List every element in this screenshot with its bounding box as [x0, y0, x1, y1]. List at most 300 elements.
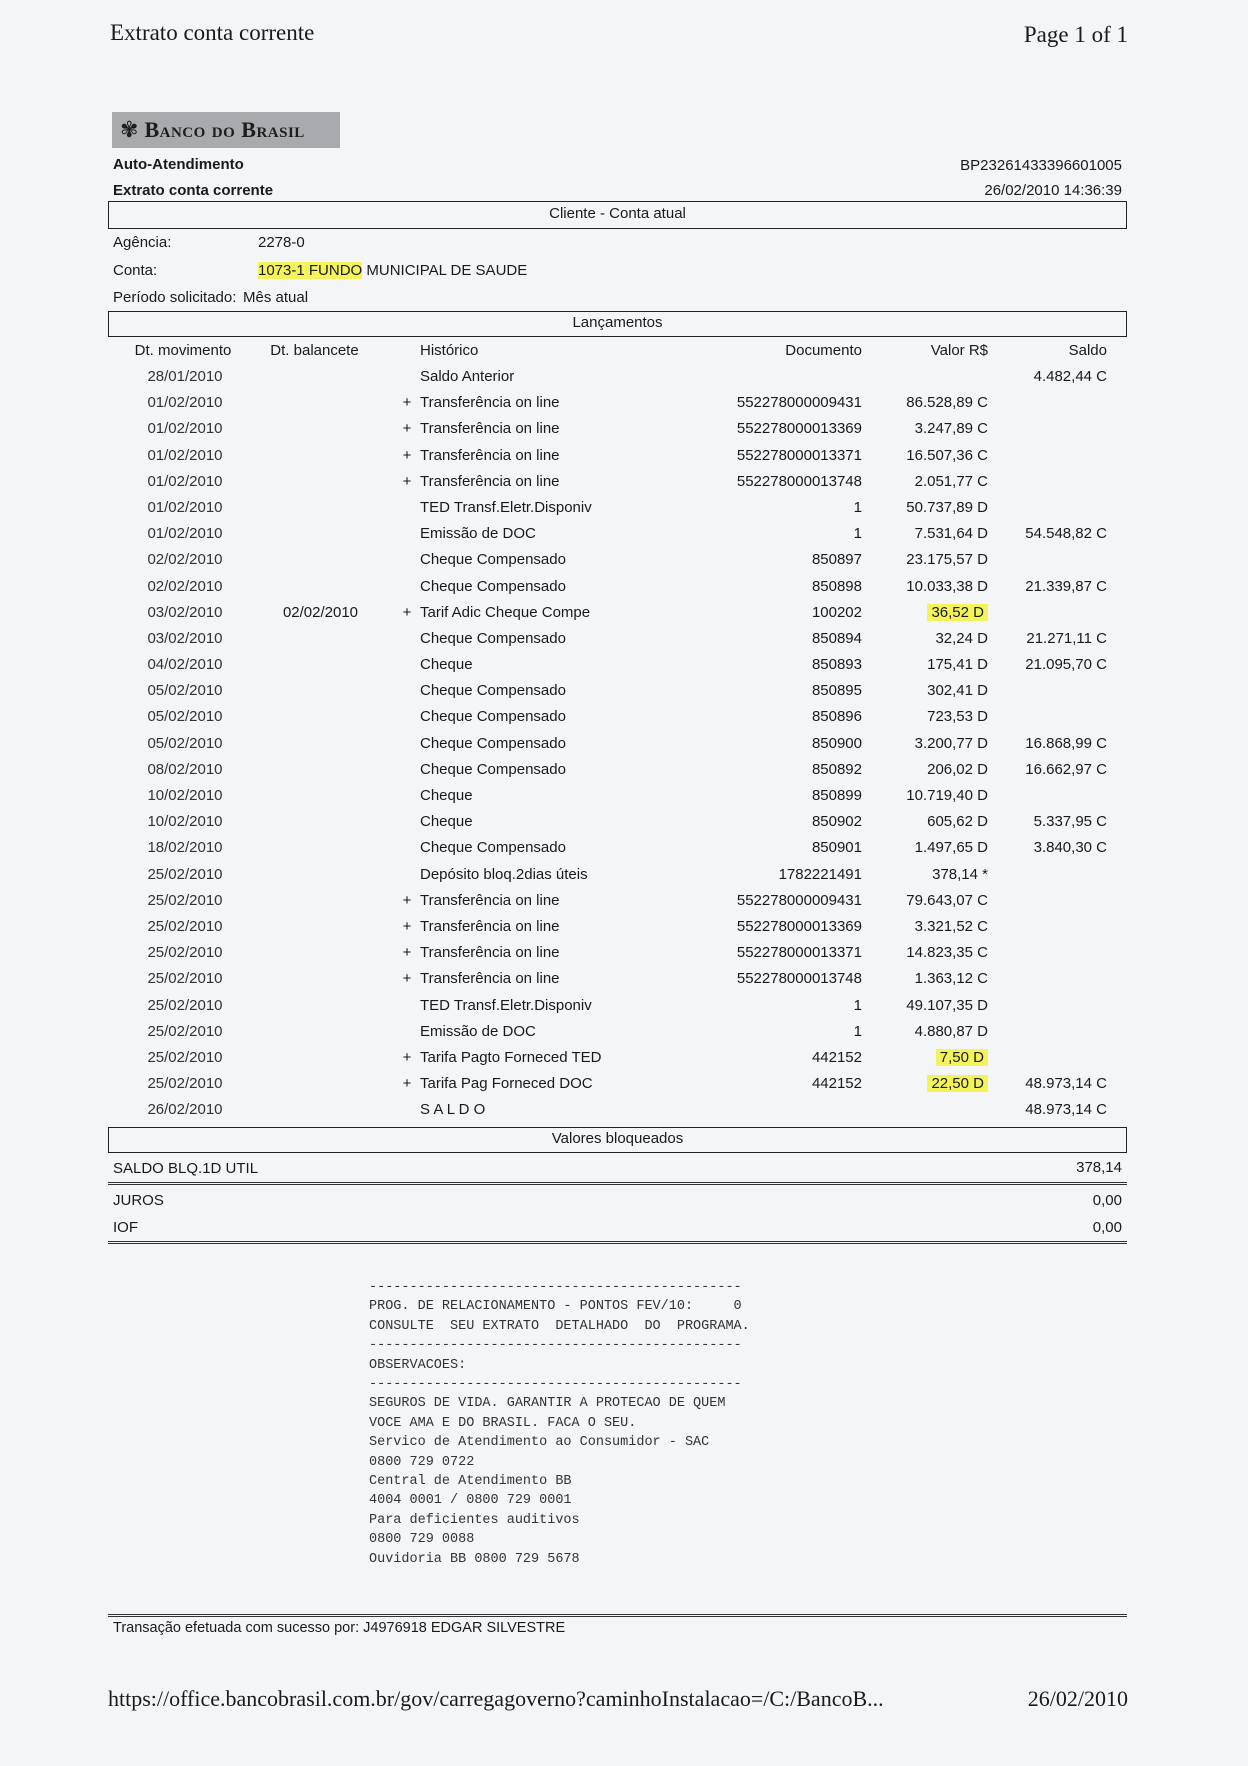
cell-saldo-text: 21.271,11 C	[1026, 629, 1107, 647]
cell-valor-text: 302,41 D	[927, 682, 988, 700]
cell-valor-text: 206,02 D	[927, 760, 988, 778]
cell-valor	[915, 525, 988, 542]
cell-dt-movimento	[130, 1075, 240, 1092]
cell-valor-text: 86.528,89 C	[906, 394, 988, 412]
cell-historico-text: S A L D O	[420, 1101, 486, 1119]
cell-valor	[927, 761, 988, 778]
cell-documento	[854, 525, 862, 542]
cell-historico-text: Transferência on line	[420, 970, 560, 988]
document-datetime: 26/02/2010 14:36:39	[984, 182, 1122, 199]
table-row	[0, 525, 1248, 551]
cell-dt-movimento	[130, 447, 240, 464]
cell-dt-movimento	[130, 551, 240, 568]
cell-sign	[400, 604, 414, 621]
cell-documento-text: 1	[853, 1022, 862, 1040]
cell-dt-movimento-text: 10/02/2010	[147, 787, 223, 804]
cell-historico	[420, 1049, 601, 1066]
cell-historico	[420, 892, 560, 909]
cell-documento	[737, 473, 862, 490]
cell-valor	[906, 551, 988, 568]
section-cliente: Cliente - Conta atual	[108, 201, 1127, 229]
cell-documento-text: 850895	[811, 682, 862, 700]
cell-dt-movimento	[130, 630, 240, 647]
cell-sign	[400, 473, 414, 490]
cell-sign	[400, 970, 414, 987]
cell-valor	[936, 1049, 988, 1066]
cell-historico-text: Transferência on line	[420, 944, 560, 962]
cell-documento	[854, 1023, 862, 1040]
cell-saldo	[1034, 839, 1107, 856]
cell-valor	[915, 918, 988, 935]
cell-historico-text: Transferência on line	[420, 420, 560, 438]
cell-historico-text: TED Transf.Eletr.Disponiv	[420, 498, 592, 516]
cell-historico	[420, 499, 592, 516]
cell-valor	[927, 1075, 988, 1092]
cell-dt-movimento	[130, 1101, 240, 1118]
cell-documento	[737, 447, 862, 464]
cell-dt-movimento-text: 18/02/2010	[147, 839, 223, 857]
cell-historico	[420, 970, 560, 987]
cell-saldo-text: 21.095,70 C	[1025, 656, 1107, 674]
bb-logo-icon: ✾	[120, 117, 139, 142]
table-row	[0, 918, 1248, 944]
cell-historico	[420, 368, 514, 385]
cell-valor-text: 4.880,87 D	[914, 1022, 988, 1040]
table-row	[0, 1075, 1248, 1101]
iof-value: 0,00	[1092, 1219, 1122, 1236]
periodo-label: Período solicitado:	[113, 289, 237, 306]
cell-dt-movimento-text: 01/02/2010	[147, 498, 223, 516]
cell-documento	[737, 394, 862, 411]
cell-historico	[420, 682, 566, 699]
cell-documento	[812, 813, 862, 830]
cell-historico	[420, 735, 566, 752]
cell-documento-text: 850902	[811, 813, 862, 831]
cell-documento-text: 850900	[811, 734, 862, 752]
cell-historico-text: Cheque	[420, 787, 473, 804]
cell-dt-movimento	[130, 918, 240, 935]
table-row	[0, 656, 1248, 682]
cell-valor	[915, 839, 988, 856]
conta-name: MUNICIPAL DE SAUDE	[362, 262, 528, 279]
cell-historico-text: TED Transf.Eletr.Disponiv	[420, 996, 592, 1014]
cell-historico-text: Cheque Compensado	[420, 577, 566, 595]
cell-valor-text: 50.737,89 D	[906, 498, 988, 516]
cell-valor	[906, 578, 988, 595]
cell-documento-text: 850899	[811, 787, 862, 804]
cell-dt-movimento	[130, 394, 240, 411]
cell-dt-balancete-text: 02/02/2010	[282, 603, 359, 621]
cell-saldo-text: 21.339,87 C	[1025, 577, 1107, 595]
cell-historico-text: Tarifa Pag Forneced DOC	[420, 1075, 593, 1093]
cell-valor	[906, 394, 988, 411]
cell-documento-text: 1	[853, 525, 862, 543]
cell-documento-text: 552278000013748	[736, 472, 862, 490]
cell-documento-text: 100202	[811, 603, 862, 621]
transaction-status: Transação efetuada com sucesso por: J4976918 EDGAR SILVESTRE	[113, 1620, 566, 1636]
divider	[108, 1614, 1127, 1617]
cell-documento	[737, 918, 862, 935]
cell-documento-text: 552278000009431	[736, 394, 862, 412]
divider	[108, 1241, 1127, 1244]
cell-valor-text: 723,53 D	[927, 708, 988, 726]
header-documento: Documento	[785, 342, 862, 359]
cell-sign-text: +	[402, 1048, 412, 1066]
cell-saldo	[1026, 630, 1107, 647]
cell-valor	[906, 944, 988, 961]
cell-dt-movimento-text: 05/02/2010	[147, 734, 223, 752]
section-lancamentos: Lançamentos	[108, 311, 1127, 337]
cell-dt-movimento	[130, 368, 240, 385]
cell-historico-text: Transferência on line	[420, 891, 560, 909]
transactions-table	[0, 368, 1248, 1127]
cell-documento-text: 552278000013369	[736, 420, 862, 438]
cell-documento-text: 552278000013748	[736, 970, 862, 988]
cell-dt-movimento-text: 04/02/2010	[147, 656, 223, 674]
cell-dt-movimento-text: 03/02/2010	[147, 629, 223, 647]
cell-dt-movimento	[130, 761, 240, 778]
table-row	[0, 578, 1248, 604]
cell-documento-text: 442152	[811, 1075, 862, 1093]
cell-dt-movimento-text: 26/02/2010	[147, 1101, 223, 1119]
observations-block: ---------------------------------------------- PROG. DE RELACIONAMENTO - PONTOS FEV/10: 0 CONSULTE SEU EXTRATO DETALHADO DO PROGRAMA. ---------------------------------------------- OBSERVACOES: ---------------------------------------------- SEGUROS DE VIDA. GARANTIR A PROTECAO DE QUEM VOCE AMA E DO BRASIL. FACA O SEU. Servico de Atendimento ao Consumidor - SAC 0800 729 0722 Central de Atendimento BB 4004 0001 / 0800 729 0001 Para deficientes auditivos 0800 729 0088 Ouvidoria BB 0800 729 5678	[369, 1280, 750, 1567]
cell-historico-text: Cheque Compensado	[420, 734, 566, 752]
cell-documento	[812, 839, 862, 856]
cell-dt-movimento	[130, 682, 240, 699]
cell-valor	[915, 735, 988, 752]
cell-historico	[420, 944, 560, 961]
cell-dt-movimento	[130, 604, 240, 621]
cell-historico-text: Transferência on line	[420, 394, 560, 412]
cell-historico	[420, 708, 566, 725]
juros-value: 0,00	[1092, 1192, 1122, 1209]
cell-dt-movimento-text: 25/02/2010	[147, 1022, 223, 1040]
cell-sign-text: +	[402, 970, 412, 988]
cell-valor-text: 175,41 D	[927, 656, 988, 674]
cell-historico	[420, 447, 560, 464]
cell-documento-text: 552278000009431	[736, 891, 862, 909]
cell-documento-text: 850898	[811, 577, 862, 595]
cell-documento-text: 1	[853, 498, 862, 516]
cell-historico-text: Emissão de DOC	[420, 1022, 536, 1040]
cell-documento	[812, 787, 862, 804]
cell-documento-text: 850893	[811, 656, 862, 674]
cell-dt-movimento-text: 02/02/2010	[147, 577, 223, 595]
cell-saldo	[1025, 578, 1107, 595]
cell-dt-movimento-text: 25/02/2010	[147, 970, 223, 988]
cell-saldo-text: 3.840,30 C	[1033, 839, 1107, 857]
cell-historico	[420, 525, 536, 542]
cell-sign	[400, 1049, 414, 1066]
cell-valor-text: 32,24 D	[935, 629, 988, 647]
cell-historico	[420, 630, 566, 647]
cell-valor-text: 79.643,07 C	[906, 891, 988, 909]
cell-documento	[812, 630, 862, 647]
table-row	[0, 551, 1248, 577]
cell-dt-movimento-text: 25/02/2010	[147, 996, 223, 1014]
cell-saldo	[1025, 525, 1107, 542]
cell-documento	[812, 1049, 862, 1066]
cell-dt-movimento-text: 05/02/2010	[147, 682, 223, 700]
divider	[108, 1182, 1127, 1185]
cell-saldo-text: 48.973,14 C	[1025, 1101, 1107, 1119]
cell-documento	[737, 420, 862, 437]
cell-dt-movimento-text: 05/02/2010	[147, 708, 223, 726]
cell-valor	[906, 997, 988, 1014]
conta-value	[258, 262, 527, 279]
agencia-label: Agência:	[113, 234, 172, 251]
cell-historico	[420, 604, 590, 621]
cell-sign-text: +	[402, 420, 412, 438]
cell-dt-movimento	[130, 944, 240, 961]
cell-dt-movimento-text: 01/02/2010	[147, 525, 223, 543]
cell-sign-text: +	[402, 917, 412, 935]
cell-dt-movimento	[130, 997, 240, 1014]
cell-valor	[927, 682, 988, 699]
cell-documento	[854, 499, 862, 516]
cell-documento	[812, 682, 862, 699]
service-name: Auto-Atendimento	[113, 156, 244, 173]
cell-dt-movimento-text: 01/02/2010	[147, 472, 223, 490]
saldo-bloqueado-label: SALDO BLQ.1D UTIL	[113, 1160, 259, 1177]
periodo-value: Mês atual	[243, 289, 309, 306]
document-type: Extrato conta corrente	[113, 182, 274, 199]
cell-dt-movimento	[130, 866, 240, 883]
cell-dt-movimento-text: 01/02/2010	[147, 394, 223, 412]
cell-historico	[420, 839, 566, 856]
cell-historico-text: Cheque Compensado	[420, 760, 566, 778]
cell-valor-text: 49.107,35 D	[906, 996, 988, 1014]
page-url: https://office.bancobrasil.com.br/gov/carregagoverno?caminhoInstalacao=/C:/BancoB...	[108, 1686, 884, 1711]
document-code: BP23261433396601005	[960, 157, 1122, 174]
cell-dt-movimento	[130, 525, 240, 542]
cell-dt-movimento	[130, 656, 240, 673]
cell-dt-movimento-text: 10/02/2010	[147, 813, 223, 831]
cell-sign-text: +	[402, 891, 412, 909]
cell-historico-text: Transferência on line	[420, 446, 560, 464]
table-row	[0, 787, 1248, 813]
cell-documento-text: 850896	[811, 708, 862, 726]
cell-dt-movimento-text: 25/02/2010	[147, 917, 223, 935]
cell-historico	[420, 866, 588, 883]
cell-historico-text: Tarifa Pagto Forneced TED	[420, 1048, 602, 1066]
cell-documento	[812, 1075, 862, 1092]
cell-historico-text: Emissão de DOC	[420, 525, 536, 543]
cell-documento-text: 850892	[811, 760, 862, 778]
cell-sign-text: +	[402, 1075, 412, 1093]
table-row	[0, 708, 1248, 734]
header-historico: Histórico	[420, 342, 479, 359]
cell-dt-movimento-text: 25/02/2010	[147, 1075, 223, 1093]
table-row	[0, 761, 1248, 787]
cell-dt-movimento-text: 01/02/2010	[147, 446, 223, 464]
cell-documento	[812, 708, 862, 725]
cell-valor-text: 36,52 D	[927, 604, 988, 621]
cell-saldo-text: 16.662,97 C	[1025, 760, 1107, 778]
cell-documento	[737, 944, 862, 961]
cell-dt-movimento	[130, 1049, 240, 1066]
cell-dt-movimento	[130, 578, 240, 595]
cell-sign-text: +	[402, 944, 412, 962]
print-page-number: Page 1 of 1	[1023, 22, 1128, 47]
table-row	[0, 813, 1248, 839]
cell-historico	[420, 656, 473, 673]
cell-historico	[420, 551, 566, 568]
cell-valor	[915, 1023, 988, 1040]
table-row	[0, 473, 1248, 499]
cell-documento	[779, 866, 862, 883]
cell-dt-movimento	[130, 892, 240, 909]
cell-valor	[915, 473, 988, 490]
cell-sign-text: +	[402, 472, 412, 490]
cell-historico	[420, 761, 566, 778]
table-row	[0, 1101, 1248, 1127]
cell-valor	[915, 970, 988, 987]
cell-documento	[812, 604, 862, 621]
table-row	[0, 604, 1248, 630]
cell-saldo-text: 54.548,82 C	[1025, 525, 1107, 543]
table-row	[0, 839, 1248, 865]
cell-historico-text: Depósito bloq.2dias úteis	[420, 865, 588, 883]
cell-valor-text: 7,50 D	[936, 1049, 988, 1066]
cell-saldo	[1025, 761, 1107, 778]
table-header	[0, 342, 1248, 364]
cell-valor-text: 22,50 D	[927, 1075, 988, 1092]
table-row	[0, 735, 1248, 761]
cell-valor-text: 605,62 D	[927, 813, 988, 831]
logo-text: Banco do Brasil	[144, 117, 305, 142]
cell-valor	[932, 866, 988, 883]
cell-dt-movimento-text: 08/02/2010	[147, 760, 223, 778]
cell-dt-movimento	[130, 473, 240, 490]
cell-sign	[400, 892, 414, 909]
cell-documento	[812, 578, 862, 595]
cell-historico	[420, 473, 560, 490]
cell-saldo	[1025, 1075, 1107, 1092]
cell-dt-movimento-text: 25/02/2010	[147, 891, 223, 909]
table-row	[0, 630, 1248, 656]
cell-documento-text: 442152	[811, 1048, 862, 1066]
section-bloqueados: Valores bloqueados	[108, 1127, 1127, 1153]
table-row	[0, 944, 1248, 970]
table-row	[0, 420, 1248, 446]
cell-valor	[906, 892, 988, 909]
cell-historico-text: Cheque Compensado	[420, 708, 566, 726]
cell-sign	[400, 447, 414, 464]
table-row	[0, 997, 1248, 1023]
cell-dt-movimento	[130, 839, 240, 856]
cell-valor-text: 14.823,35 C	[906, 944, 988, 962]
cell-documento-text: 850897	[811, 551, 862, 569]
cell-historico	[420, 1023, 536, 1040]
cell-dt-movimento	[130, 1023, 240, 1040]
cell-valor	[935, 630, 988, 647]
table-row	[0, 1049, 1248, 1075]
table-row	[0, 394, 1248, 420]
cell-saldo-text: 16.868,99 C	[1025, 734, 1107, 752]
header-valor: Valor R$	[930, 342, 988, 359]
cell-sign	[400, 918, 414, 935]
cell-dt-movimento-text: 03/02/2010	[147, 603, 223, 621]
cell-documento	[812, 656, 862, 673]
cell-valor	[915, 420, 988, 437]
cell-historico-text: Cheque	[420, 656, 473, 674]
juros-label: JUROS	[113, 1192, 164, 1209]
cell-historico	[420, 578, 566, 595]
table-row	[0, 368, 1248, 394]
cell-documento	[854, 997, 862, 1014]
table-row	[0, 1023, 1248, 1049]
header-dt-balancete: Dt. balancete	[270, 342, 359, 359]
cell-dt-movimento	[130, 420, 240, 437]
cell-historico	[420, 813, 473, 830]
cell-historico-text: Tarif Adic Cheque Compe	[420, 603, 591, 621]
cell-documento	[812, 761, 862, 778]
cell-documento	[737, 892, 862, 909]
cell-saldo	[1034, 368, 1107, 385]
cell-sign-text: +	[402, 603, 412, 621]
cell-valor-text: 7.531,64 D	[914, 525, 988, 543]
cell-documento	[812, 551, 862, 568]
cell-valor-text: 2.051,77 C	[914, 472, 988, 490]
cell-saldo-text: 48.973,14 C	[1025, 1075, 1107, 1093]
table-row	[0, 499, 1248, 525]
cell-documento	[737, 970, 862, 987]
cell-sign-text: +	[402, 446, 412, 464]
cell-documento-text: 1782221491	[778, 865, 862, 883]
cell-historico-text: Cheque Compensado	[420, 551, 566, 569]
cell-valor-text: 3.247,89 C	[914, 420, 988, 438]
cell-valor	[927, 656, 988, 673]
cell-valor-text: 1.363,12 C	[914, 970, 988, 988]
cell-dt-movimento	[130, 813, 240, 830]
cell-valor-text: 16.507,36 C	[906, 446, 988, 464]
cell-documento-text: 850894	[811, 629, 862, 647]
cell-valor	[906, 499, 988, 516]
cell-documento-text: 552278000013371	[736, 446, 862, 464]
cell-dt-movimento-text: 02/02/2010	[147, 551, 223, 569]
cell-documento-text: 1	[853, 996, 862, 1014]
cell-saldo	[1025, 656, 1107, 673]
agencia-value: 2278-0	[258, 234, 305, 251]
cell-historico	[420, 918, 560, 935]
cell-valor-text: 3.321,52 C	[914, 917, 988, 935]
cell-saldo	[1025, 735, 1107, 752]
cell-dt-movimento-text: 25/02/2010	[147, 865, 223, 883]
cell-historico	[420, 1075, 593, 1092]
cell-dt-movimento-text: 28/01/2010	[147, 368, 223, 385]
cell-documento	[812, 735, 862, 752]
table-row	[0, 866, 1248, 892]
cell-dt-movimento	[130, 708, 240, 725]
cell-dt-movimento	[130, 787, 240, 804]
cell-valor	[906, 787, 988, 804]
cell-valor-text: 378,14 *	[932, 865, 988, 883]
cell-dt-movimento	[130, 499, 240, 516]
cell-historico	[420, 420, 560, 437]
cell-sign	[400, 944, 414, 961]
saldo-bloqueado-value: 378,14	[1076, 1159, 1122, 1176]
cell-valor	[927, 708, 988, 725]
conta-highlight: 1073-1 FUNDO	[258, 262, 363, 279]
cell-historico-text: Transferência on line	[420, 472, 560, 490]
cell-documento-text: 850901	[811, 839, 862, 857]
cell-valor	[927, 604, 988, 621]
print-title: Extrato conta corrente	[110, 20, 315, 45]
cell-valor-text: 23.175,57 D	[906, 551, 988, 569]
header-saldo: Saldo	[1068, 342, 1107, 359]
conta-label: Conta:	[113, 262, 158, 279]
